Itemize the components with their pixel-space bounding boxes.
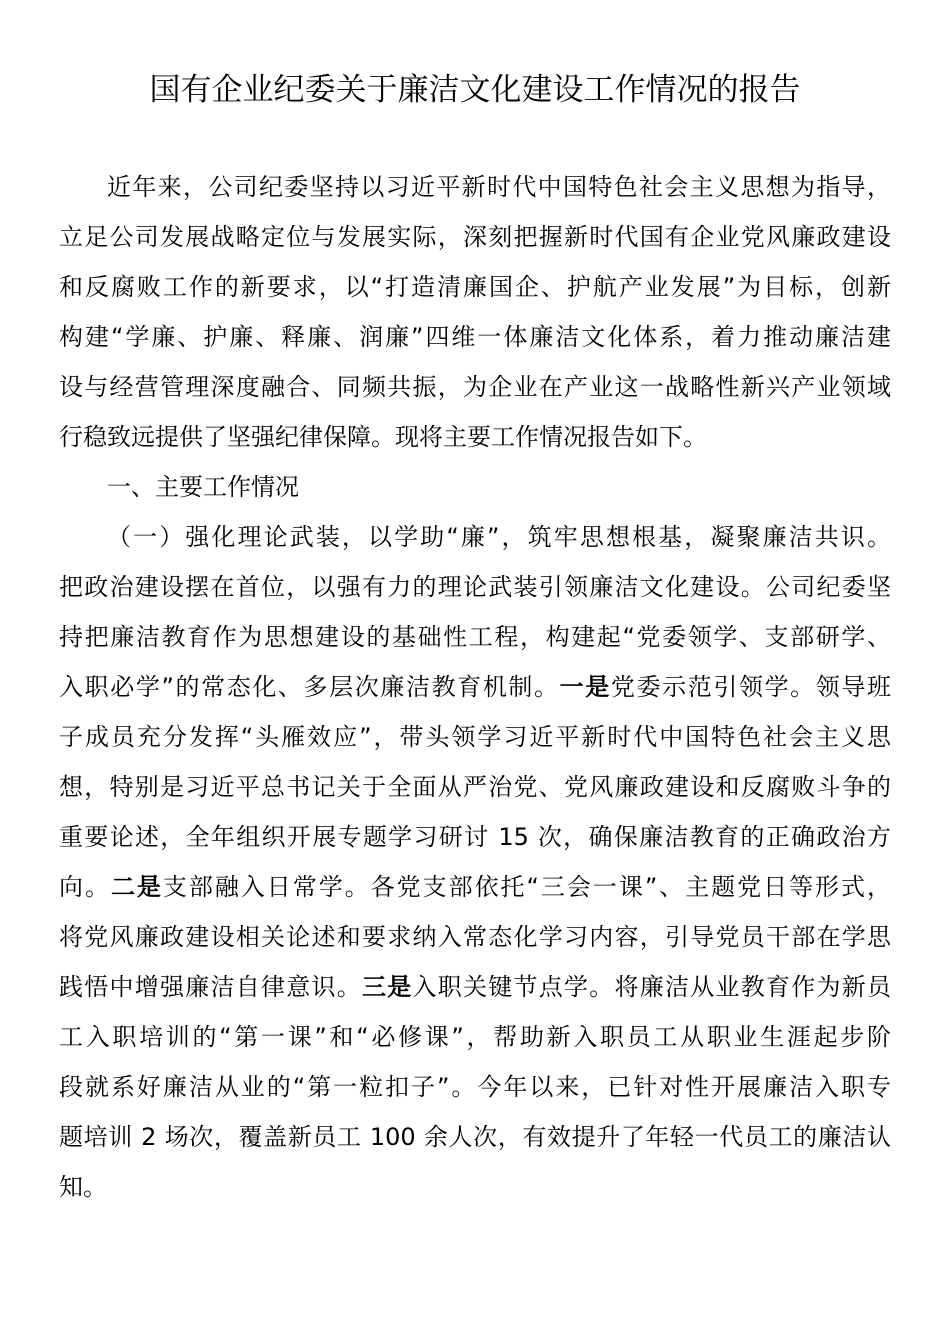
intro-line: 和反腐败工作的新要求，以“打造清廉国企、护航产业发展”为目标，创新 (59, 273, 891, 301)
para-text: 党委示范引领学。领导班 (610, 673, 892, 701)
intro-line: 行稳致远提供了坚强纪律保障。现将主要工作情况报告如下。 (59, 423, 707, 451)
para-text: 践悟中增强廉洁自律意识。 (59, 973, 362, 1001)
intro-line: 设与经营管理深度融合、同频共振，为企业在产业这一战略性新兴产业领域 (59, 373, 891, 401)
bold-marker: 一是 (559, 673, 611, 701)
para-line: 把政治建设摆在首位，以强有力的理论武装引领廉洁文化建设。公司纪委坚 (59, 573, 891, 601)
bold-marker: 二是 (110, 873, 163, 901)
para-line: 段就系好廉洁从业的“第一粒扣子”。今年以来，已针对性开展廉洁入职专 (59, 1073, 891, 1101)
intro-line: 立足公司发展战略定位与发展实际，深刻把握新时代国有企业党风廉政建设 (59, 223, 891, 251)
para-line: 知。 (59, 1173, 107, 1201)
document-title: 国有企业纪委关于廉洁文化建设工作情况的报告 (149, 72, 801, 108)
para-text: 入职关键节点学。将廉洁从业教育作为新员 (412, 973, 891, 1001)
intro-line: 构建“学廉、护廉、释廉、润廉”四维一体廉洁文化体系，着力推动廉洁建 (59, 323, 891, 351)
para-line: 将党风廉政建设相关论述和要求纳入常态化学习内容，引导党员干部在学思 (59, 923, 891, 951)
para-line: 工入职培训的“第一课”和“必修课”，帮助新入职员工从职业生涯起步阶 (59, 1023, 891, 1051)
section-heading: 一、主要工作情况 (107, 473, 299, 501)
para-line: 子成员充分发挥“头雁效应”，带头领学习近平新时代中国特色社会主义思 (59, 723, 891, 751)
para-line (59, 962, 891, 1012)
intro-line: 近年来，公司纪委坚持以习近平新时代中国特色社会主义思想为指导， (107, 173, 891, 201)
para-text: 入职必学”的常态化、多层次廉洁教育机制。 (59, 673, 560, 701)
document-body (59, 162, 891, 1212)
para-text: 向。 (59, 873, 111, 901)
sub-heading: （一）强化理论武装，以学助“廉”，筑牢思想根基，凝聚廉洁共识。 (107, 523, 891, 551)
para-line (59, 662, 891, 712)
bold-marker: 三是 (362, 973, 413, 1001)
para-text: 支部融入日常学。各党支部依托“三会一课”、主题党日等形式， (162, 873, 892, 901)
para-line: 题培训 2 场次，覆盖新员工 100 余人次，有效提升了年轻一代员工的廉洁认 (59, 1123, 891, 1151)
para-line: 持把廉洁教育作为思想建设的基础性工程，构建起“党委领学、支部研学、 (59, 623, 891, 651)
para-line (59, 862, 891, 912)
para-line: 想，特别是习近平总书记关于全面从严治党、党风廉政建设和反腐败斗争的 (59, 773, 891, 801)
para-line: 重要论述，全年组织开展专题学习研讨 15 次，确保廉洁教育的正确政治方 (59, 823, 891, 851)
